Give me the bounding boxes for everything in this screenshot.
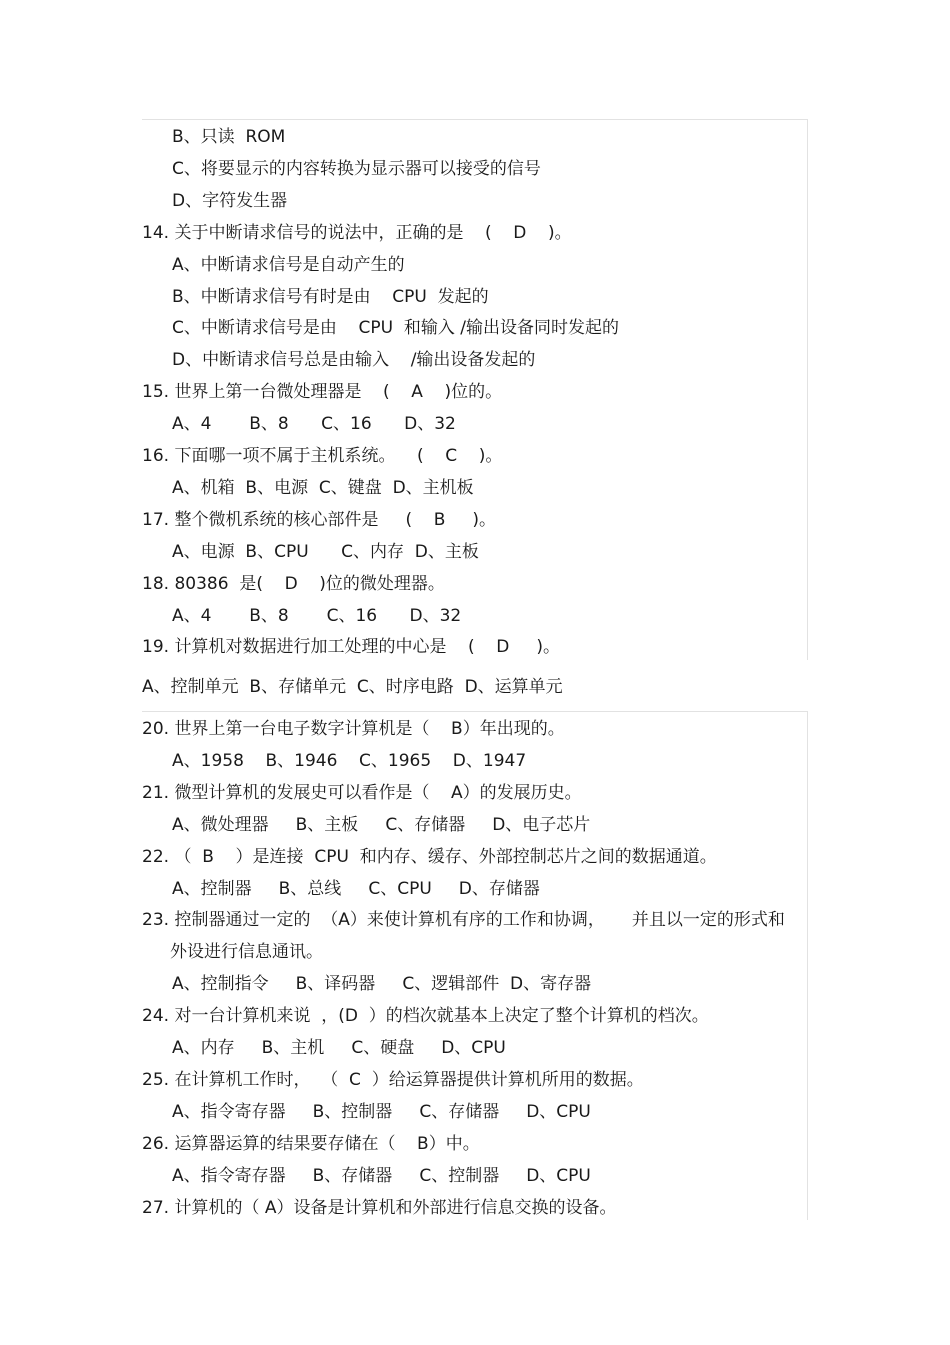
option-text: C、中断请求信号是由 CPU 和输入 /输出设备同时发起的 — [172, 318, 619, 339]
option-text: 外设进行信息通讯。 — [170, 942, 323, 963]
option-text: D、字符发生器 — [172, 190, 288, 211]
question-text: 14. 关于中断请求信号的说法中，正确的是 ( D )。 — [142, 222, 572, 243]
option-text: A、电源 B、CPU C、内存 D、主板 — [172, 541, 479, 562]
option-text: A、中断请求信号是自动产生的 — [172, 254, 405, 275]
option-text: B、只读 ROM — [172, 127, 286, 147]
question-page-section-2 — [142, 711, 808, 1220]
option-text: B、中断请求信号有时是由 CPU 发起的 — [172, 286, 489, 307]
question-text: 17. 整个微机系统的核心部件是 ( B )。 — [142, 509, 497, 530]
question-text: 23. 控制器通过一定的 （A）来使计算机有序的工作和协调， 并且以一定的形式和 — [142, 910, 785, 931]
question-text: 15. 世界上第一台微处理器是 ( A )位的。 — [142, 382, 503, 403]
question-text: 19. 计算机对数据进行加工处理的中心是 ( D )。 — [142, 637, 561, 658]
option-text: A、内存 B、主机 C、硬盘 D、CPU — [172, 1038, 506, 1058]
question-text: 16. 下面哪一项不属于主机系统。 ( C )。 — [142, 446, 503, 466]
option-text: A、机箱 B、电源 C、键盘 D、主机板 — [172, 477, 474, 498]
option-text: D、中断请求信号总是由输入 /输出设备发起的 — [172, 350, 536, 371]
option-text: A、指令寄存器 B、控制器 C、存储器 D、CPU — [172, 1101, 591, 1122]
option-text: A、4 B、8 C、16 D、32 — [172, 414, 456, 435]
option-text: A、微处理器 B、主板 C、存储器 D、电子芯片 — [172, 814, 591, 835]
question-text: 25. 在计算机工作时， （ C ）给运算器提供计算机所用的数据。 — [142, 1069, 644, 1090]
option-text: A、1958 B、1946 C、1965 D、1947 — [172, 750, 527, 771]
question-text: 21. 微型计算机的发展史可以看作是（ A）的发展历史。 — [142, 782, 582, 803]
option-text: A、4 B、8 C、16 D、32 — [172, 605, 462, 626]
option-text: C、将要显示的内容转换为显示器可以接受的信号 — [172, 158, 541, 179]
option-text: A、控制器 B、总线 C、CPU D、存储器 — [172, 878, 540, 899]
question-text: 22. （ B ）是连接 CPU 和内存、缓存、外部控制芯片之间的数据通道。 — [142, 846, 717, 867]
question-text: 27. 计算机的（ A）设备是计算机和外部进行信息交换的设备。 — [142, 1197, 617, 1218]
option-text: A、指令寄存器 B、存储器 C、控制器 D、CPU — [172, 1165, 591, 1186]
option-text: A、控制指令 B、译码器 C、逻辑部件 D、寄存器 — [172, 974, 592, 995]
answer-options-line: A、控制单元 B、存储单元 C、时序电路 D、运算单元 — [142, 677, 563, 697]
question-text: 26. 运算器运算的结果要存储在（ B）中。 — [142, 1133, 480, 1154]
question-text: 20. 世界上第一台电子数字计算机是（ B）年出现的。 — [142, 719, 565, 739]
question-text: 24. 对一台计算机来说 ，(D ）的档次就基本上决定了整个计算机的档次。 — [142, 1006, 709, 1027]
question-text: 18. 80386 是( D )位的微处理器。 — [142, 573, 445, 594]
question-page-section-1 — [142, 119, 808, 660]
